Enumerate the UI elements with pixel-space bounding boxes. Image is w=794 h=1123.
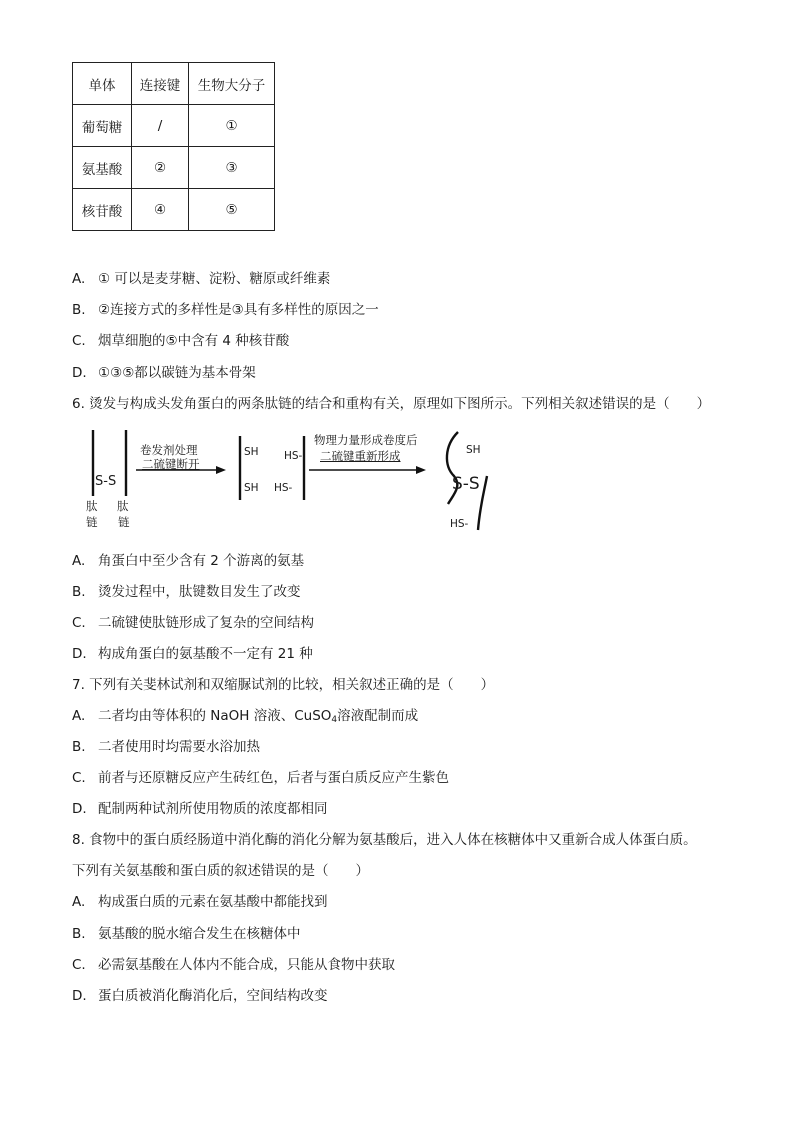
table-row: [73, 147, 275, 189]
chain-label: 肽: [86, 499, 98, 513]
q8-option-a: [72, 893, 328, 911]
ss-bond-label: S-S: [452, 474, 480, 494]
hs-group-label: HS-: [284, 450, 303, 462]
option-mark: A.: [72, 271, 86, 287]
table-cell: ①: [189, 105, 275, 147]
option-mark: A.: [72, 553, 86, 569]
table-cell: 葡萄糖: [73, 105, 132, 147]
table-header-cell: 单体: [73, 63, 132, 105]
chain-label: 链: [86, 515, 98, 529]
option-text: 蛋白质被消化酶消化后，空间结构改变: [98, 988, 328, 1004]
q5-option-b: [72, 301, 379, 319]
option-mark: D.: [72, 365, 87, 381]
option-mark: B.: [72, 584, 86, 600]
option-subscript: 4: [331, 715, 338, 725]
option-text: 溶液配制而成: [337, 708, 419, 724]
hs-group-label: HS-: [274, 482, 293, 494]
option-mark: A.: [72, 894, 86, 910]
table-cell: ④: [132, 189, 189, 231]
option-text: ①③⑤都以碳链为基本骨架: [98, 365, 256, 381]
option-text: 氨基酸的脱水缩合发生在核糖体中: [98, 926, 301, 942]
sh-group-label: SH: [244, 446, 259, 458]
sh-group-label: SH: [244, 482, 259, 494]
option-text: 烫发过程中，肽键数目发生了改变: [98, 584, 301, 600]
q8-stem-line-2: 下列有关氨基酸和蛋白质的叙述错误的是（ ）: [72, 863, 369, 879]
table-header-cell: 连接键: [132, 63, 189, 105]
q6-option-a: [72, 552, 304, 570]
q6-stem: 6. 烫发与构成头发角蛋白的两条肽链的结合和重构有关，原理如下图所示。下列相关叙述错误的是（ ）: [72, 396, 711, 412]
option-text: ① 可以是麦芽糖、淀粉、糖原或纤维素: [98, 271, 331, 287]
q5-option-d: [72, 364, 256, 382]
table-header-cell: 生物大分子: [189, 63, 275, 105]
ss-bond-label: S-S: [95, 474, 117, 489]
table-cell: 核苷酸: [73, 189, 132, 231]
option-mark: A.: [72, 708, 86, 724]
option-text: 二硫键使肽链形成了复杂的空间结构: [98, 615, 314, 631]
chain-label: 链: [118, 515, 130, 529]
table-cell: 氨基酸: [73, 147, 132, 189]
option-text: 角蛋白中至少含有 2 个游离的氨基: [98, 553, 305, 569]
table-cell: ②: [132, 147, 189, 189]
q8-option-b: [72, 925, 301, 943]
hs-group-label: HS-: [450, 518, 469, 530]
option-mark: D.: [72, 801, 87, 817]
q8-option-d: [72, 987, 328, 1005]
option-text: 烟草细胞的⑤中含有 4 种核苷酸: [98, 333, 290, 349]
option-text: 构成角蛋白的氨基酸不一定有 21 种: [98, 646, 313, 662]
table-cell: ③: [189, 147, 275, 189]
option-text: 构成蛋白质的元素在氨基酸中都能找到: [98, 894, 328, 910]
option-text: 二者均由等体积的 NaOH 溶液、CuSO: [98, 708, 332, 724]
arrow-label: 二硫键重新形成: [320, 449, 401, 463]
q8-stem-line-1: 8. 食物中的蛋白质经肠道中消化酶的消化分解为氨基酸后，进入人体在核糖体中又重新合成人体蛋白质。: [72, 832, 697, 848]
q6-option-d: [72, 645, 313, 663]
perm-diagram: [82, 426, 502, 538]
table-cell: ⑤: [189, 189, 275, 231]
chain-label: 肽: [117, 499, 129, 513]
q7-option-a: [72, 707, 418, 729]
option-mark: C.: [72, 957, 86, 973]
sh-group-label: SH: [466, 444, 481, 456]
table-row: [73, 105, 275, 147]
option-text: ②连接方式的多样性是③具有多样性的原因之一: [98, 302, 379, 318]
q5-option-c: [72, 332, 289, 350]
option-text: 必需氨基酸在人体内不能合成，只能从食物中获取: [98, 957, 395, 973]
option-text: 前者与还原糖反应产生砖红色，后者与蛋白质反应产生紫色: [98, 770, 449, 786]
q5-option-a: [72, 270, 330, 288]
q6-option-c: [72, 614, 314, 632]
q7-stem: 7. 下列有关斐林试剂和双缩脲试剂的比较，相关叙述正确的是（ ）: [72, 677, 495, 693]
option-mark: C.: [72, 770, 86, 786]
q7-option-b: [72, 738, 260, 756]
arrow-label: 卷发剂处理: [140, 443, 198, 457]
option-mark: D.: [72, 646, 87, 662]
q6-option-b: [72, 583, 301, 601]
arrow-label: 物理力量形成卷度后: [314, 433, 418, 447]
option-mark: C.: [72, 615, 86, 631]
option-mark: C.: [72, 333, 86, 349]
arrow-label: 二硫键断开: [142, 457, 200, 471]
table-cell: /: [132, 105, 189, 147]
option-mark: B.: [72, 302, 86, 318]
option-text: 配制两种试剂所使用物质的浓度都相同: [98, 801, 328, 817]
q7-option-c: [72, 769, 449, 787]
option-mark: B.: [72, 926, 86, 942]
option-text: 二者使用时均需要水浴加热: [98, 739, 260, 755]
q7-option-d: [72, 800, 328, 818]
option-mark: D.: [72, 988, 87, 1004]
monomer-table: [72, 62, 275, 231]
table-header-row: [73, 63, 275, 105]
table-row: [73, 189, 275, 231]
q8-option-c: [72, 956, 395, 974]
option-mark: B.: [72, 739, 86, 755]
